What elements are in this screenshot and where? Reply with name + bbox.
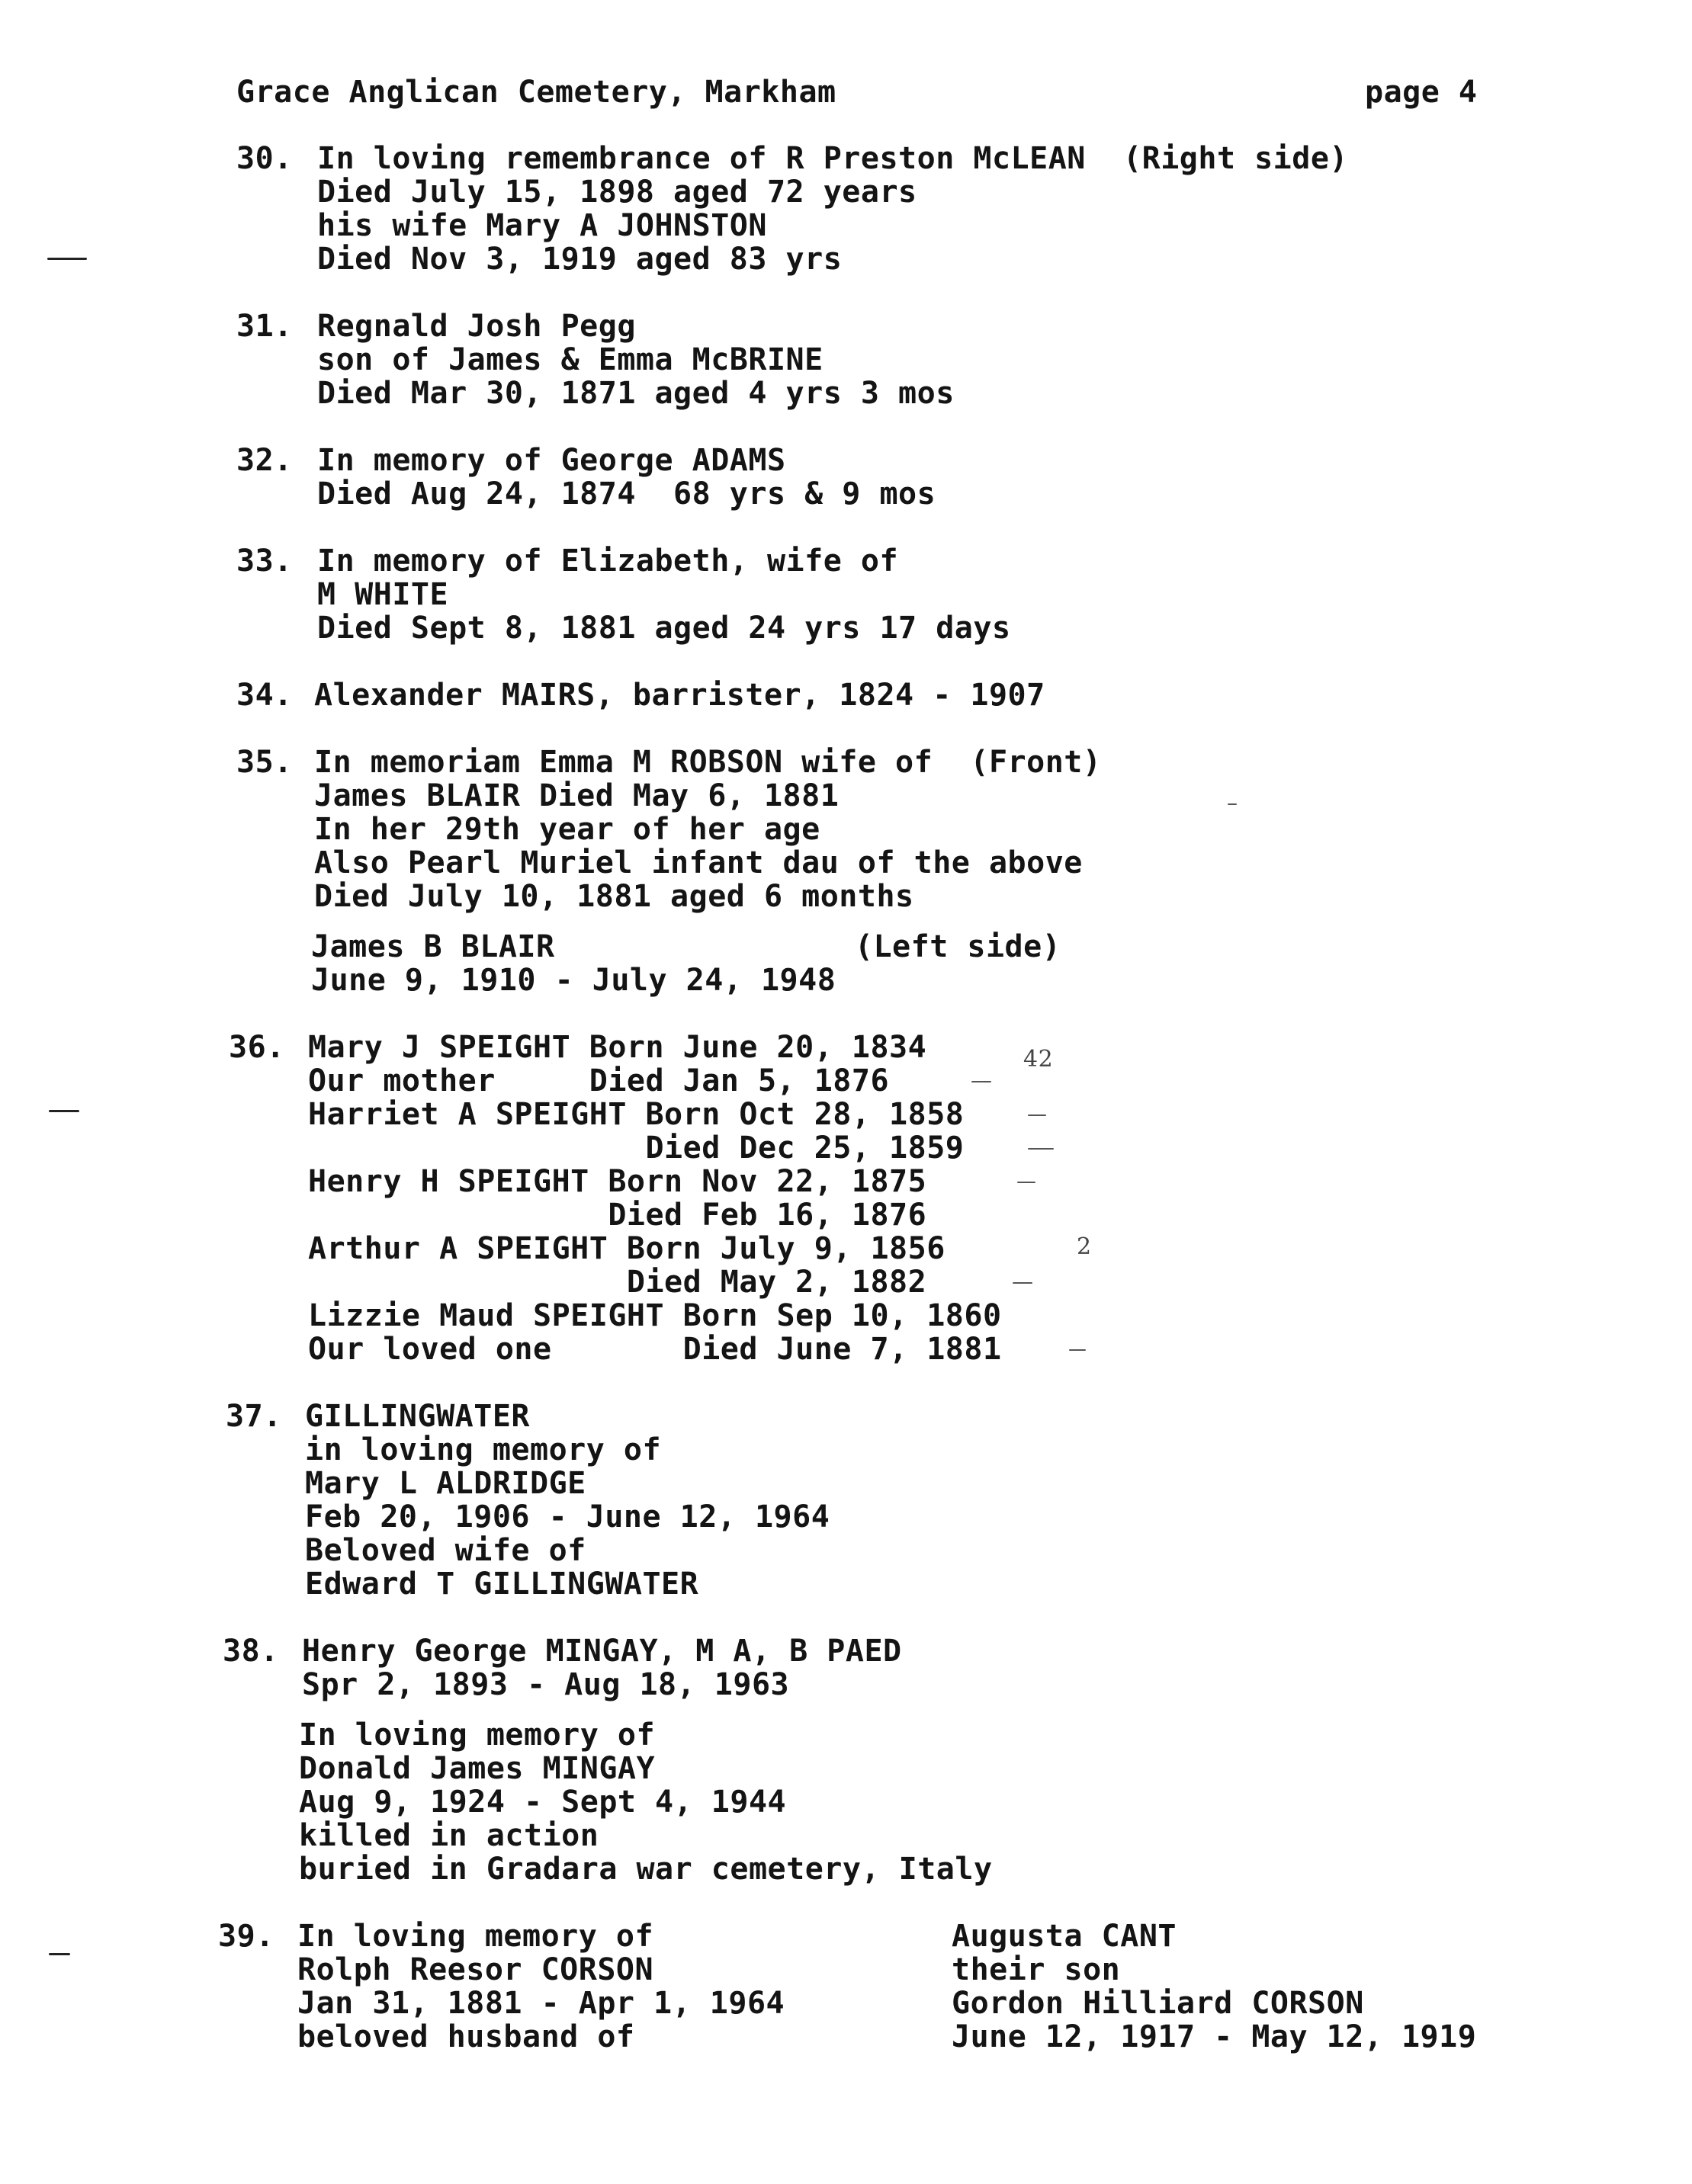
entry-33-line: M WHITE (317, 577, 449, 612)
pencil-tick (1228, 803, 1237, 805)
entry-37-line: Edward T GILLINGWATER (305, 1567, 699, 1602)
entry-36-line: Henry H SPEIGHT Born Nov 22, 1875 (308, 1164, 927, 1199)
entry-32-line: Died Aug 24, 1874 68 yrs & 9 mos (317, 476, 936, 512)
page-number: page 4 (1365, 75, 1478, 110)
entry-36-line: Harriet A SPEIGHT Born Oct 28, 1858 (308, 1097, 965, 1132)
entry-36-line: Arthur A SPEIGHT Born July 9, 1856 (308, 1231, 946, 1266)
entry-35-line: James BLAIR Died May 6, 1881 (314, 778, 840, 813)
entry-30-line: Died July 15, 1898 aged 72 years (317, 175, 917, 210)
entry-39-right-line: their son (952, 1952, 1121, 1987)
entry-37-line: Mary L ALDRIDGE (305, 1466, 586, 1501)
entry-33-line: In memory of Elizabeth, wife of (317, 544, 899, 579)
entry-33-number: 33. (236, 544, 293, 579)
margin-mark (49, 1953, 70, 1955)
entry-36-line: Mary J SPEIGHT Born June 20, 1834 (308, 1030, 927, 1065)
entry-38-line-2: Aug 9, 1924 - Sept 4, 1944 (299, 1785, 787, 1820)
entry-36-line: Lizzie Maud SPEIGHT Born Sep 10, 1860 (308, 1298, 1002, 1333)
margin-mark (47, 258, 87, 260)
entry-39-right-line: Augusta CANT (952, 1919, 1177, 1954)
document-title: Grace Anglican Cemetery, Markham (236, 75, 836, 110)
entry-36-line: Died May 2, 1882 (308, 1265, 927, 1300)
entry-39-line: Jan 31, 1881 - Apr 1, 1964 (297, 1986, 785, 2021)
entry-36-line: Died Dec 25, 1859 (308, 1130, 965, 1166)
entry-37-line: Feb 20, 1906 - June 12, 1964 (305, 1499, 830, 1535)
entry-34-number: 34. (236, 678, 293, 713)
entry-32-line: In memory of George ADAMS (317, 443, 786, 478)
entry-30-line: his wife Mary A JOHNSTON (317, 208, 767, 243)
pencil-tick (1017, 1182, 1035, 1183)
entry-30-line: In loving remembrance of R Preston McLEAN (Right side) (317, 141, 1349, 176)
entry-38-number: 38. (223, 1634, 279, 1669)
entry-30-number: 30. (236, 141, 293, 176)
entry-38-line: Spr 2, 1893 - Aug 18, 1963 (302, 1667, 790, 1702)
entry-31-line: Regnald Josh Pegg (317, 309, 636, 344)
pencil-tick (1028, 1148, 1054, 1150)
entry-39-right-line: June 12, 1917 - May 12, 1919 (952, 2019, 1477, 2054)
entry-38-line-2: killed in action (299, 1818, 599, 1853)
entry-38-line-2: Donald James MINGAY (299, 1751, 656, 1786)
entry-38-line: Henry George MINGAY, M A, B PAED (302, 1634, 902, 1669)
entry-37-number: 37. (226, 1399, 282, 1434)
entry-39-right-line: Gordon Hilliard CORSON (952, 1986, 1364, 2021)
entry-37-line: Beloved wife of (305, 1533, 586, 1568)
margin-mark (49, 1110, 79, 1112)
pencil-tick (1013, 1282, 1032, 1284)
entry-39-line: In loving memory of (297, 1919, 654, 1954)
pencil-tick (1028, 1114, 1046, 1116)
entry-35-line: In her 29th year of her age (314, 812, 820, 847)
entry-31-line: Died Mar 30, 1871 aged 4 yrs 3 mos (317, 376, 955, 411)
pencil-annotation: 2 (1077, 1233, 1092, 1260)
pencil-annotation: 42 (1023, 1046, 1054, 1073)
entry-37-line: in loving memory of (305, 1432, 662, 1467)
entry-39-line: Rolph Reesor CORSON (297, 1952, 654, 1987)
pencil-tick (971, 1081, 991, 1082)
entry-39-number: 39. (218, 1919, 275, 1954)
entry-31-number: 31. (236, 309, 293, 344)
entry-32-number: 32. (236, 443, 293, 478)
entry-35-line: Also Pearl Muriel infant dau of the above (314, 845, 1083, 880)
entry-35-line: Died July 10, 1881 aged 6 months (314, 879, 914, 914)
entry-37-line: GILLINGWATER (305, 1399, 530, 1434)
entry-34-line: Alexander MAIRS, barrister, 1824 - 1907 (314, 678, 1045, 713)
entry-39-line: beloved husband of (297, 2019, 635, 2054)
entry-35-line-2: June 9, 1910 - July 24, 1948 (311, 963, 836, 998)
entry-36-line: Our mother Died Jan 5, 1876 (308, 1063, 890, 1098)
entry-33-line: Died Sept 8, 1881 aged 24 yrs 17 days (317, 611, 1011, 646)
entry-31-line: son of James & Emma McBRINE (317, 342, 824, 377)
entry-36-number: 36. (229, 1030, 285, 1065)
entry-36-line: Died Feb 16, 1876 (308, 1198, 927, 1233)
pencil-tick (1069, 1349, 1086, 1351)
entry-38-line-2: In loving memory of (299, 1717, 656, 1753)
entry-30-line: Died Nov 3, 1919 aged 83 yrs (317, 242, 843, 277)
entry-35-line: In memoriam Emma M ROBSON wife of (Front) (314, 745, 1102, 780)
entry-35-number: 35. (236, 745, 293, 780)
entry-38-line-2: buried in Gradara war cemetery, Italy (299, 1852, 993, 1887)
entry-35-line-2: James B BLAIR (Left side) (311, 929, 1061, 964)
entry-36-line: Our loved one Died June 7, 1881 (308, 1332, 1002, 1367)
